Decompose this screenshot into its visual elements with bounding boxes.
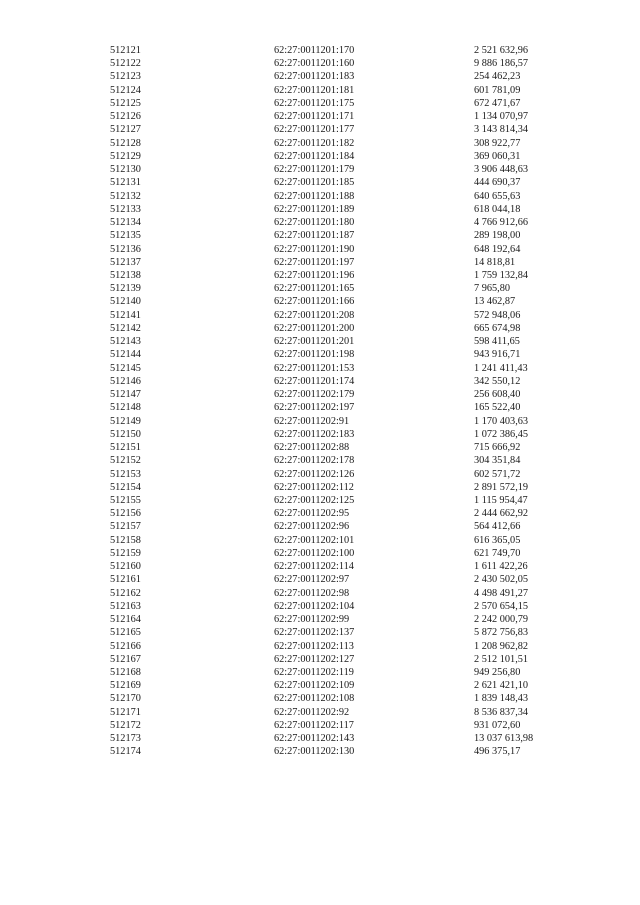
cadastral-value: 1 241 411,43 — [474, 362, 528, 374]
cadastral-number: 62:27:0011202:95 — [274, 508, 350, 520]
row-number: 512122 — [110, 58, 141, 70]
cadastral-number: 62:27:0011201:181 — [274, 84, 355, 96]
table-row — [110, 428, 570, 441]
row-number: 512121 — [110, 45, 141, 56]
table-row — [110, 70, 570, 83]
row-number: 512172 — [110, 719, 141, 731]
cadastral-number: 62:27:0011202:127 — [274, 653, 355, 665]
table-row — [110, 97, 570, 110]
cadastral-value: 4 498 491,27 — [474, 587, 529, 599]
cadastral-value: 1 839 148,43 — [474, 693, 529, 705]
table-row — [110, 547, 570, 560]
cadastral-number: 62:27:0011201:177 — [274, 124, 355, 136]
cadastral-value: 2 891 572,19 — [474, 481, 529, 493]
cadastral-number: 62:27:0011201:174 — [274, 375, 355, 387]
cadastral-value: 648 192,64 — [474, 243, 521, 255]
registry-table — [110, 44, 570, 759]
row-number: 512127 — [110, 124, 141, 136]
cadastral-number: 62:27:0011201:171 — [274, 111, 355, 123]
table-row — [110, 335, 570, 348]
row-number: 512157 — [110, 521, 141, 533]
table-row — [110, 309, 570, 322]
cadastral-number: 62:27:0011201:198 — [274, 349, 355, 361]
cadastral-number: 62:27:0011202:100 — [274, 547, 355, 559]
cadastral-number: 62:27:0011202:99 — [274, 614, 350, 626]
table-row — [110, 613, 570, 626]
cadastral-value: 8 536 837,34 — [474, 706, 529, 718]
cadastral-number: 62:27:0011201:190 — [274, 243, 355, 255]
table-row — [110, 454, 570, 467]
row-number: 512150 — [110, 428, 141, 440]
cadastral-value: 3 906 448,63 — [474, 164, 529, 176]
table-row — [110, 243, 570, 256]
table-row — [110, 229, 570, 242]
table-row — [110, 362, 570, 375]
table-row — [110, 137, 570, 150]
row-number: 512174 — [110, 746, 141, 758]
cadastral-value: 601 781,09 — [474, 84, 521, 96]
table-row — [110, 719, 570, 732]
row-number: 512145 — [110, 362, 141, 374]
row-number: 512168 — [110, 667, 141, 679]
table-row — [110, 150, 570, 163]
cadastral-value: 618 044,18 — [474, 203, 521, 215]
cadastral-value: 931 072,60 — [474, 719, 521, 731]
row-number: 512136 — [110, 243, 141, 255]
table-row — [110, 163, 570, 176]
cadastral-number: 62:27:0011201:197 — [274, 256, 355, 268]
row-number: 512134 — [110, 217, 141, 229]
cadastral-number: 62:27:0011201:185 — [274, 177, 355, 189]
cadastral-value: 304 351,84 — [474, 455, 521, 467]
cadastral-number: 62:27:0011202:137 — [274, 627, 355, 639]
cadastral-value: 256 608,40 — [474, 389, 521, 401]
row-number: 512141 — [110, 309, 141, 321]
cadastral-number: 62:27:0011202:112 — [274, 481, 354, 493]
row-number: 512167 — [110, 653, 141, 665]
row-number: 512137 — [110, 256, 141, 268]
cadastral-number: 62:27:0011202:183 — [274, 428, 355, 440]
table-row — [110, 375, 570, 388]
table-row — [110, 745, 570, 758]
table-row — [110, 388, 570, 401]
row-number: 512165 — [110, 627, 141, 639]
row-number: 512123 — [110, 71, 141, 83]
cadastral-value: 13 462,87 — [474, 296, 516, 308]
cadastral-number: 62:27:0011201:188 — [274, 190, 355, 202]
row-number: 512143 — [110, 336, 141, 348]
row-number: 512128 — [110, 137, 141, 149]
row-number: 512149 — [110, 415, 141, 427]
cadastral-number: 62:27:0011202:91 — [274, 415, 350, 427]
cadastral-value: 665 674,98 — [474, 322, 521, 334]
cadastral-number: 62:27:0011202:117 — [274, 719, 354, 731]
table-row — [110, 692, 570, 705]
cadastral-number: 62:27:0011201:166 — [274, 296, 355, 308]
cadastral-value: 1 072 386,45 — [474, 428, 529, 440]
cadastral-number: 62:27:0011201:165 — [274, 283, 355, 295]
cadastral-number: 62:27:0011201:187 — [274, 230, 355, 242]
table-row — [110, 626, 570, 639]
table-row — [110, 468, 570, 481]
table-row — [110, 110, 570, 123]
table-row — [110, 640, 570, 653]
cadastral-value: 342 550,12 — [474, 375, 521, 387]
row-number: 512163 — [110, 600, 141, 612]
table-row — [110, 123, 570, 136]
cadastral-value: 369 060,31 — [474, 150, 521, 162]
cadastral-number: 62:27:0011202:98 — [274, 587, 350, 599]
cadastral-number: 62:27:0011202:197 — [274, 402, 355, 414]
cadastral-number: 62:27:0011201:160 — [274, 58, 355, 70]
table-row — [110, 216, 570, 229]
cadastral-number: 62:27:0011202:143 — [274, 733, 355, 745]
row-number: 512155 — [110, 494, 141, 506]
cadastral-number: 62:27:0011202:109 — [274, 680, 355, 692]
table-row — [110, 732, 570, 745]
row-number: 512173 — [110, 733, 141, 745]
cadastral-number: 62:27:0011201:196 — [274, 269, 355, 281]
table-row — [110, 653, 570, 666]
cadastral-number: 62:27:0011201:184 — [274, 150, 355, 162]
table-row — [110, 322, 570, 335]
table-row — [110, 573, 570, 586]
cadastral-number: 62:27:0011201:183 — [274, 71, 355, 83]
cadastral-number: 62:27:0011202:92 — [274, 706, 350, 718]
cadastral-number: 62:27:0011202:101 — [274, 534, 355, 546]
cadastral-number: 62:27:0011201:179 — [274, 164, 355, 176]
row-number: 512151 — [110, 442, 141, 454]
cadastral-number: 62:27:0011201:189 — [274, 203, 355, 215]
row-number: 512152 — [110, 455, 141, 467]
cadastral-value: 1 115 954,47 — [474, 494, 528, 506]
table-row — [110, 560, 570, 573]
cadastral-value: 14 818,81 — [474, 256, 516, 268]
cadastral-number: 62:27:0011202:114 — [274, 561, 354, 573]
cadastral-number: 62:27:0011202:130 — [274, 746, 355, 758]
cadastral-value: 2 242 000,79 — [474, 614, 529, 626]
cadastral-value: 165 522,40 — [474, 402, 521, 414]
cadastral-value: 2 512 101,51 — [474, 653, 529, 665]
cadastral-value: 1 611 422,26 — [474, 561, 528, 573]
table-row — [110, 256, 570, 269]
table-row — [110, 666, 570, 679]
cadastral-value: 4 766 912,66 — [474, 217, 529, 229]
table-row — [110, 534, 570, 547]
cadastral-value: 572 948,06 — [474, 309, 521, 321]
row-number: 512135 — [110, 230, 141, 242]
row-number: 512170 — [110, 693, 141, 705]
row-number: 512164 — [110, 614, 141, 626]
table-row — [110, 269, 570, 282]
cadastral-value: 308 922,77 — [474, 137, 521, 149]
cadastral-value: 2 570 654,15 — [474, 600, 529, 612]
cadastral-value: 496 375,17 — [474, 746, 521, 758]
table-row — [110, 587, 570, 600]
cadastral-value: 2 621 421,10 — [474, 680, 529, 692]
table-row — [110, 520, 570, 533]
table-row — [110, 176, 570, 189]
row-number: 512166 — [110, 640, 141, 652]
table-row — [110, 295, 570, 308]
cadastral-value: 7 965,80 — [474, 283, 511, 295]
row-number: 512158 — [110, 534, 141, 546]
table-row — [110, 481, 570, 494]
row-number: 512161 — [110, 574, 141, 586]
row-number: 512138 — [110, 269, 141, 281]
cadastral-value: 672 471,67 — [474, 97, 521, 109]
cadastral-value: 9 886 186,57 — [474, 58, 529, 70]
cadastral-value: 1 208 962,82 — [474, 640, 529, 652]
cadastral-value: 5 872 756,83 — [474, 627, 529, 639]
table-row — [110, 706, 570, 719]
row-number: 512169 — [110, 680, 141, 692]
row-number: 512153 — [110, 468, 141, 480]
cadastral-value: 602 571,72 — [474, 468, 521, 480]
row-number: 512147 — [110, 389, 141, 401]
cadastral-value: 2 430 502,05 — [474, 574, 529, 586]
row-number: 512124 — [110, 84, 141, 96]
cadastral-number: 62:27:0011202:96 — [274, 521, 350, 533]
cadastral-value: 3 143 814,34 — [474, 124, 529, 136]
table-row — [110, 203, 570, 216]
row-number: 512154 — [110, 481, 141, 493]
row-number: 512156 — [110, 508, 141, 520]
cadastral-value: 598 411,65 — [474, 336, 520, 348]
table-row — [110, 494, 570, 507]
table-row — [110, 348, 570, 361]
row-number: 512171 — [110, 706, 141, 718]
cadastral-value: 444 690,37 — [474, 177, 521, 189]
table-row — [110, 415, 570, 428]
table-row — [110, 679, 570, 692]
cadastral-value: 1 170 403,63 — [474, 415, 529, 427]
cadastral-value: 2 444 662,92 — [474, 508, 529, 520]
row-number: 512133 — [110, 203, 141, 215]
table-row — [110, 282, 570, 295]
cadastral-value: 949 256,80 — [474, 667, 521, 679]
table-row — [110, 190, 570, 203]
cadastral-value: 640 655,63 — [474, 190, 521, 202]
cadastral-number: 62:27:0011201:175 — [274, 97, 355, 109]
table-row — [110, 57, 570, 70]
cadastral-number: 62:27:0011202:179 — [274, 389, 355, 401]
cadastral-number: 62:27:0011201:200 — [274, 322, 355, 334]
table-row — [110, 401, 570, 414]
row-number: 512130 — [110, 164, 141, 176]
row-number: 512160 — [110, 561, 141, 573]
row-number: 512140 — [110, 296, 141, 308]
cadastral-number: 62:27:0011201:170 — [274, 45, 355, 56]
cadastral-value: 943 916,71 — [474, 349, 521, 361]
cadastral-number: 62:27:0011202:126 — [274, 468, 355, 480]
row-number: 512159 — [110, 547, 141, 559]
cadastral-value: 13 037 613,98 — [474, 733, 534, 745]
cadastral-number: 62:27:0011202:104 — [274, 600, 355, 612]
cadastral-value: 616 365,05 — [474, 534, 521, 546]
table-row — [110, 44, 570, 57]
row-number: 512131 — [110, 177, 141, 189]
cadastral-number: 62:27:0011201:182 — [274, 137, 355, 149]
cadastral-value: 564 412,66 — [474, 521, 521, 533]
row-number: 512146 — [110, 375, 141, 387]
table-row — [110, 507, 570, 520]
cadastral-number: 62:27:0011201:180 — [274, 217, 355, 229]
row-number: 512142 — [110, 322, 141, 334]
cadastral-value: 1 134 070,97 — [474, 111, 529, 123]
cadastral-number: 62:27:0011201:208 — [274, 309, 355, 321]
cadastral-number: 62:27:0011202:108 — [274, 693, 355, 705]
cadastral-value: 254 462,23 — [474, 71, 521, 83]
row-number: 512129 — [110, 150, 141, 162]
cadastral-value: 2 521 632,96 — [474, 45, 529, 56]
row-number: 512144 — [110, 349, 141, 361]
row-number: 512148 — [110, 402, 141, 414]
cadastral-number: 62:27:0011202:178 — [274, 455, 355, 467]
cadastral-number: 62:27:0011202:97 — [274, 574, 350, 586]
cadastral-number: 62:27:0011202:113 — [274, 640, 354, 652]
cadastral-value: 289 198,00 — [474, 230, 521, 242]
table-row — [110, 441, 570, 454]
cadastral-value: 715 666,92 — [474, 442, 521, 454]
cadastral-value: 621 749,70 — [474, 547, 521, 559]
table-row — [110, 84, 570, 97]
cadastral-number: 62:27:0011201:153 — [274, 362, 355, 374]
cadastral-number: 62:27:0011202:125 — [274, 494, 355, 506]
row-number: 512132 — [110, 190, 141, 202]
cadastral-number: 62:27:0011201:201 — [274, 336, 355, 348]
row-number: 512162 — [110, 587, 141, 599]
cadastral-number: 62:27:0011202:88 — [274, 442, 350, 454]
row-number: 512125 — [110, 97, 141, 109]
row-number: 512126 — [110, 111, 141, 123]
row-number: 512139 — [110, 283, 141, 295]
table-row — [110, 600, 570, 613]
cadastral-number: 62:27:0011202:119 — [274, 667, 354, 679]
cadastral-value: 1 759 132,84 — [474, 269, 529, 281]
